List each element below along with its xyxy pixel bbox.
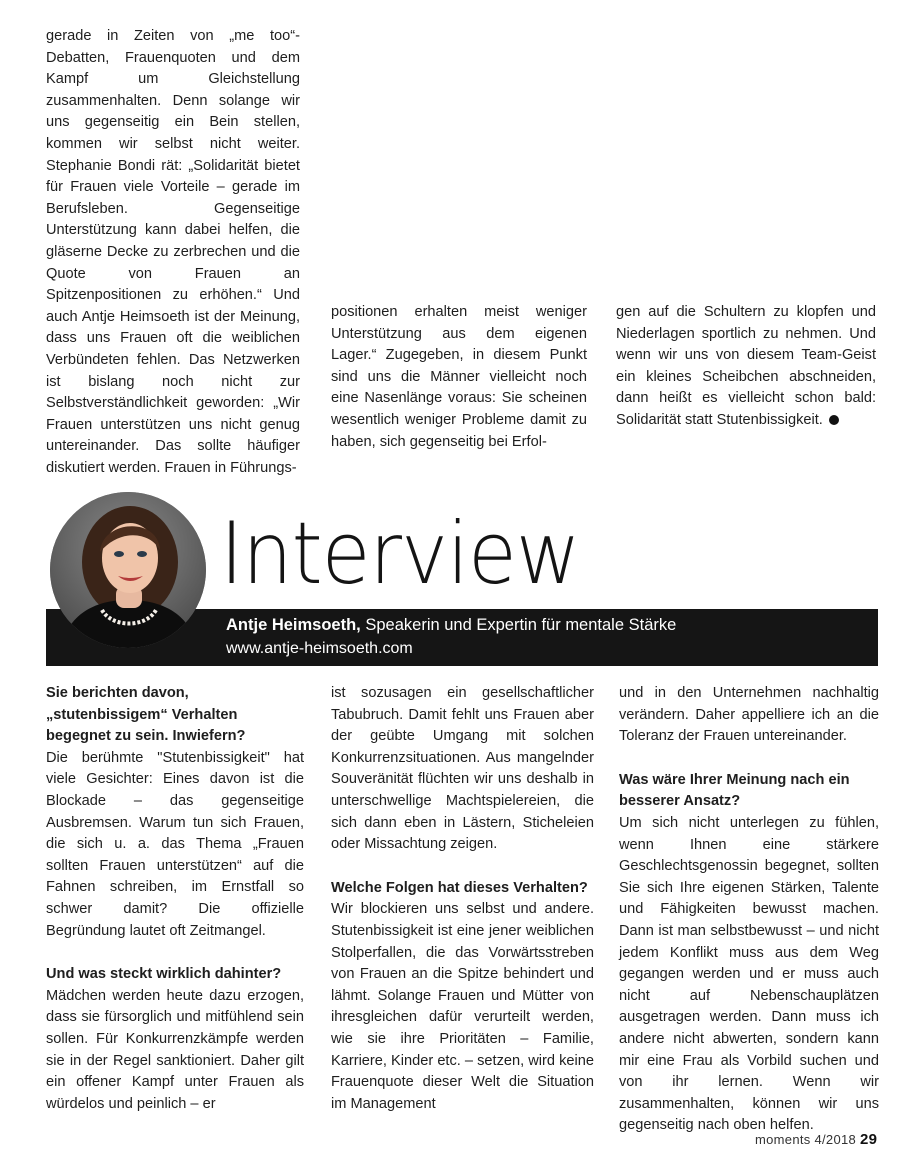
interview-answer: Mädchen werden heute dazu erzogen, dass sie fürsorglich und mitfühlend sein sollen. Für Konkurrenzkämpfe werden sie in der Regel sanktioniert. Daher gilt ein offener Kampf unter Frauen als würdelos und peinlich – er <box>46 987 304 1112</box>
article-text: positionen erhalten meist weniger Unterstützung aus dem eigenen Lager.“ Zugegeben, in diesem Punkt sind uns die Männer vielleicht noch eine Nasenlänge voraus: Sie scheinen wesentlich weniger Probleme damit zu haben, sich gegenseitig bei Erfol- <box>331 304 587 450</box>
article-text: gerade in Zeiten von „me too“-Debatten, Frauenquoten und dem Kampf um Gleichstellung zusammenhalten. Denn solange wir uns gegenseitig ein Bein stellen, kommen wir selbst nicht weiter. Stephanie Bondi rät: „Solidarität bietet für Frauen viele Vorteile – gerade im Berufsleben. Gegenseitige Unterstützung kann dabei helfen, die gläserne Decke zu zerbrechen und die Quote von Frauen an Spitzenpositionen zu erhöhen.“ Und auch Antje Heimsoeth ist der Meinung, dass uns Frauen oft die weiblichen Verbündeten fehlen. Das Netzwerken ist bislang noch nicht zur Selbstverständlichkeit geworden: „Wir Frauen unterstützen uns nicht genug untereinander. Das sollte häufiger diskutiert werden. Frauen in Führungs- <box>46 28 300 476</box>
interview-column-3 <box>619 683 879 1137</box>
issue-number: 4/2018 <box>814 1132 857 1147</box>
interview-question: Was wäre Ihrer Meinung nach ein besserer Ansatz? <box>619 771 850 810</box>
article-text: gen auf die Schultern zu klopfen und Niederlagen sportlich zu nehmen. Und wenn wir uns von diesem Team-Geist ein kleines Scheibchen abschneiden, dann heißt es vielleicht schon bald: Solidarität statt Stutenbissigkeit. <box>616 304 876 428</box>
page-footer <box>755 1131 877 1148</box>
interview-question: Welche Folgen hat dieses Verhalten? <box>331 879 588 896</box>
article-column-2 <box>331 302 587 453</box>
spacer <box>619 748 879 770</box>
interview-answer: Die berühmte "Stutenbissigkeit" hat viele Gesichter: Eines davon ist die Blockade – das gegenseitige Ausbremsen. Warum tun sich Frauen, die sich u. a. das Thema „Frauen sollten Frauen unterstützen“ auf die Fahnen schreiben, im Ernstfall so schwer damit? Die offizielle Begründung lautet oft Zeitmangel. <box>46 749 304 939</box>
spacer <box>331 856 594 878</box>
end-mark-icon <box>829 415 839 425</box>
interview-answer: und in den Unternehmen nachhaltig verändern. Daher appelliere ich an die Toleranz der Frauen untereinander. <box>619 685 879 745</box>
article-column-3 <box>616 302 876 432</box>
interview-column-2 <box>331 683 594 1115</box>
page-number: 29 <box>859 1131 878 1148</box>
interview-question: Sie berichten davon, „stutenbissigem“ Verhalten begegnet zu sein. Inwiefern? <box>46 685 246 745</box>
interview-answer: Wir blockieren uns selbst und andere. Stutenbissigkeit ist eine jener weiblichen Stolperfallen, die das Vorwärtsstreben von Frauen an die Spitze behindert und lähmt. Solange Frauen und Mütter von ihresgleichen dafür verurteilt werden, wie sie ihre Prioritäten – Familie, Karriere, Kinder etc. – setzen, wird keine Frauenquote dieser Welt die Situation im Management <box>331 901 594 1112</box>
interviewee-name: Antje Heimsoeth, <box>226 616 361 634</box>
interview-column-1 <box>46 683 304 1115</box>
interview-question: Und was steckt wirklich dahinter? <box>46 966 282 983</box>
interviewee-website: www.antje-heimsoeth.com <box>226 640 413 657</box>
interviewee-line <box>226 616 676 635</box>
article-text-end <box>616 302 876 432</box>
spacer <box>46 942 304 964</box>
interview-answer: Um sich nicht unterlegen zu fühlen, wenn Ihnen eine stärkere Geschlechtsgenossin begegnet, sollten Sie sich Ihre eigenen Stärken, Talente und Fähigkeiten bewusst machen. Dann ist man selbstbewusst – und nicht jedem Konflikt muss aus dem Weg gegangen werden und er muss auch nicht auf Nebenschauplätzen ausgetragen werden. Dann muss ich andere nicht abwerten, sondern kann mir eine Frau als Vorbild suchen und von ihr lernen. Wenn wir zusammenhalten, können wir uns gegenseitig nach oben helfen. <box>619 814 879 1134</box>
portrait-photo <box>50 492 206 648</box>
interview-title: Interview <box>220 504 580 604</box>
interview-answer: ist sozusagen ein gesellschaftlicher Tabubruch. Damit fehlt uns Frauen aber der geübte Umgang mit solchen Konkurrenzsituationen. Aus mangelnder Souveränität flüchten wir uns deshalb in unterschwellige Machtspielereien, die sich dann eben in Lästern, Sticheleien oder Missachtung zeigen. <box>331 685 594 853</box>
article-column-1 <box>46 26 300 479</box>
portrait-illustration <box>50 492 206 648</box>
interviewee-role: Speakerin und Expertin für mentale Stärke <box>360 616 677 634</box>
magazine-name: moments <box>755 1132 811 1147</box>
